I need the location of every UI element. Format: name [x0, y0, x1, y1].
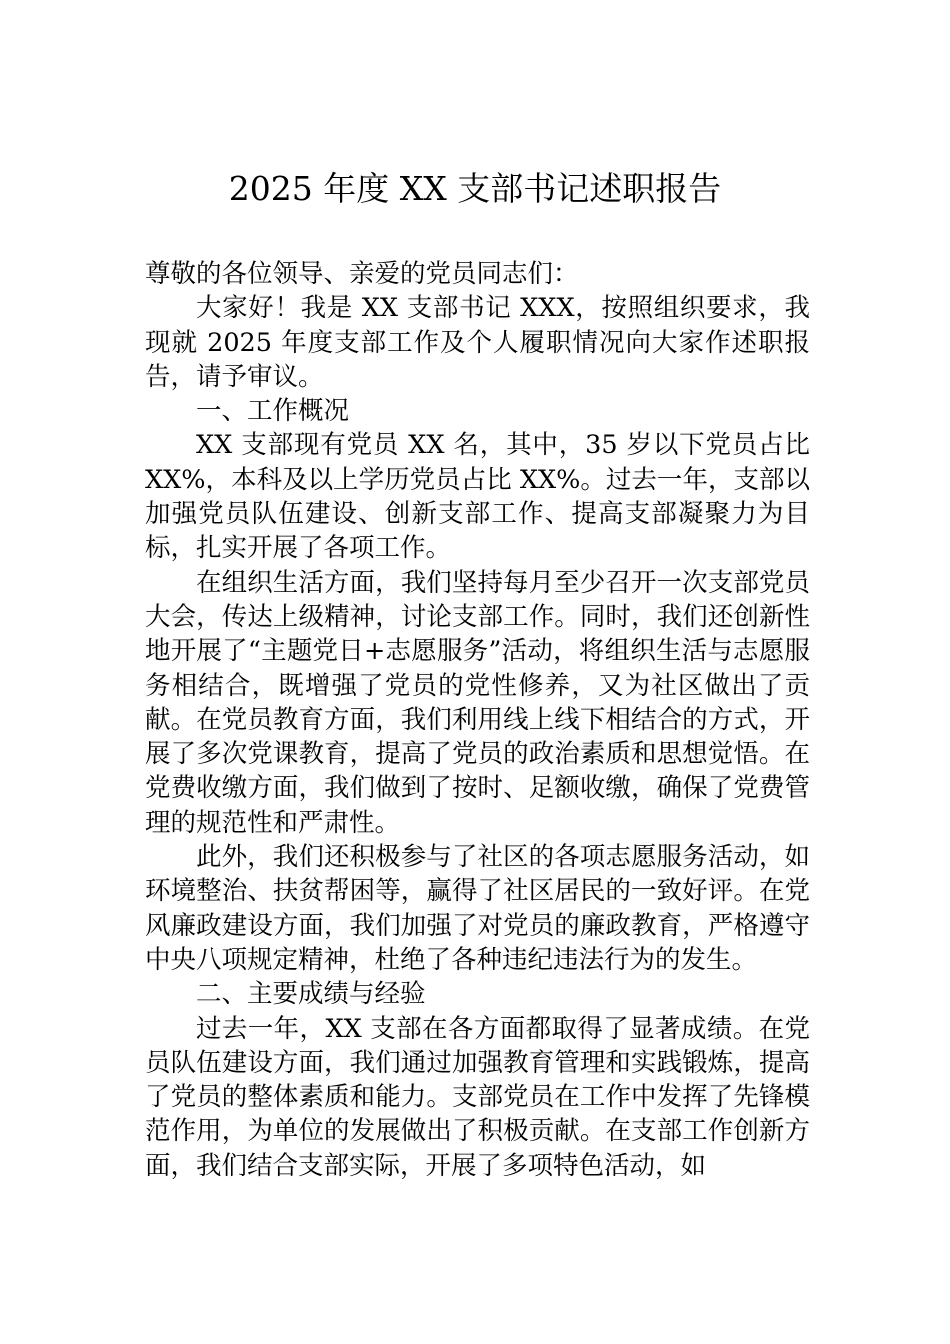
paragraph-overview: XX 支部现有党员 XX 名，其中，35 岁以下党员占比 XX%，本科及以上学历党员占比 XX%。过去一年，支部以加强党员队伍建设、创新支部工作、提高支部凝聚力为目标，扎实开展了各项工作。: [145, 430, 810, 564]
document-body: [145, 257, 810, 1183]
salutation: 尊敬的各位领导、亲爱的党员同志们：: [145, 259, 579, 289]
paragraph-volunteer-service: 此外，我们还积极参与了社区的各项志愿服务活动，如环境整治、扶贫帮困等，赢得了社区居民的一致好评。在党风廉政建设方面，我们加强了对党员的廉政教育，严格遵守中央八项规定精神，杜绝了各种违纪违法行为的发生。: [145, 842, 810, 975]
section-heading-overview: 一、工作概况: [196, 396, 350, 427]
paragraph-achievements: 过去一年，XX 支部在各方面都取得了显著成绩。在党员队伍建设方面，我们通过加强教育管理和实践锻炼，提高了党员的整体素质和能力。支部党员在工作中发挥了先锋模范作用，为单位的发展做出了积极贡献。在支部工作创新方面，我们结合支部实际，开展了多项特色活动，如: [145, 1013, 810, 1181]
document-title: 2025 年度 XX 支部书记述职报告: [228, 169, 722, 208]
paragraph-organization-life: 在组织生活方面，我们坚持每月至少召开一次支部党员大会，传达上级精神，讨论支部工作。同时，我们还创新性地开展了“主题党日+志愿服务”活动，将组织生活与志愿服务相结合，既增强了党员的党性修养，又为社区做出了贡献。在党员教育方面，我们利用线上线下相结合的方式，开展了多次党课教育，提高了党员的政治素质和思想觉悟。在党费收缴方面，我们做到了按时、足额收缴，确保了党费管理的规范性和严肃性。: [145, 567, 810, 838]
paragraph-greeting: 大家好！我是 XX 支部书记 XXX，按照组织要求，我现就 2025 年度支部工作及个人履职情况向大家作述职报告，请予审议。: [145, 293, 810, 392]
section-heading-achievements: 二、主要成绩与经验: [196, 979, 426, 1010]
